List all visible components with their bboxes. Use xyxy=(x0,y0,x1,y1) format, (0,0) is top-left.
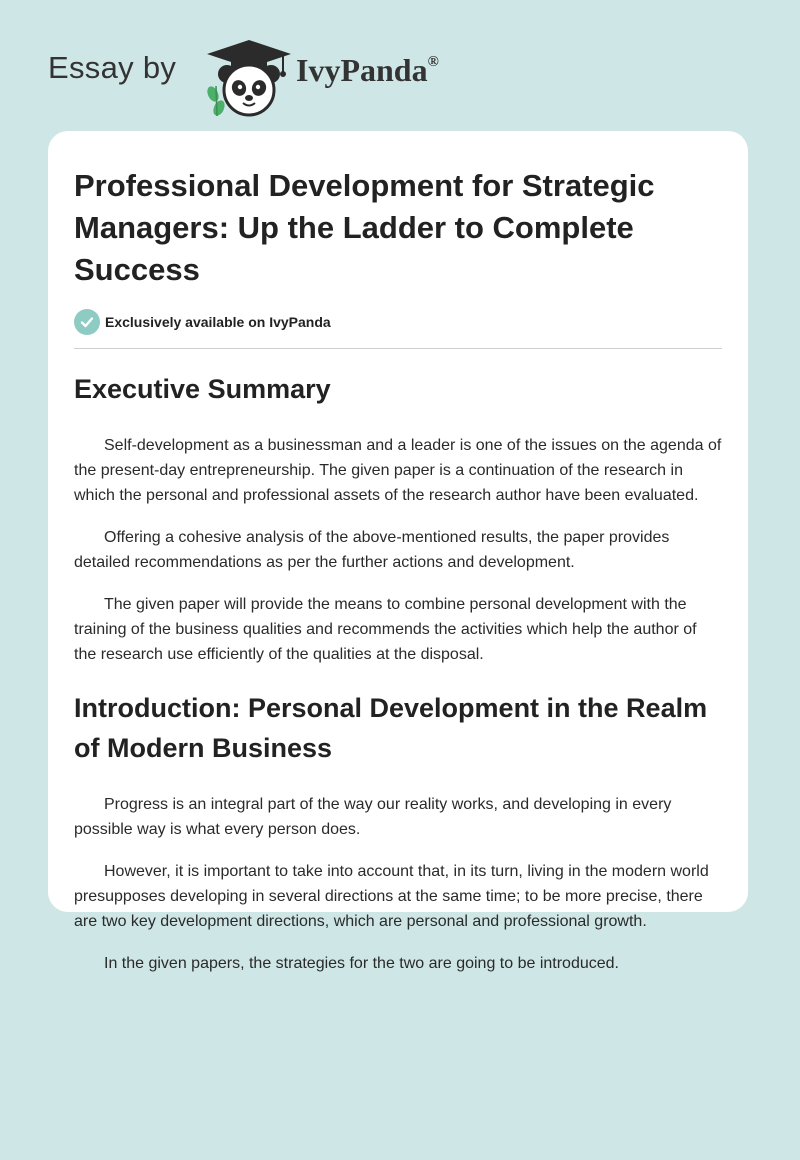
checkmark-icon xyxy=(74,309,100,335)
essay-title: Professional Development for Strategic Managers: Up the Ladder to Complete Success xyxy=(74,168,655,287)
site-header xyxy=(48,30,748,120)
section-heading: Executive Summary xyxy=(74,374,331,404)
paragraph: However, it is important to take into account that, in its turn, living in the modern world presupposes developing in several directions at the same time; to be more precise, there are two key development directions, which are personal and professional growth. xyxy=(74,863,709,930)
paragraph: Progress is an integral part of the way our reality works, and developing in every possible way is what every person does. xyxy=(74,796,672,838)
paragraph: Offering a cohesive analysis of the above-mentioned results, the paper provides detailed recommendations as per the further actions and development. xyxy=(74,529,670,571)
paragraph: The given paper will provide the means to combine personal development with the training of the business qualities and recommends the activities which help the author of the research use efficiently of the qualities at the disposal. xyxy=(74,596,697,663)
paragraph: In the given papers, the strategies for the two are going to be introduced. xyxy=(104,955,619,972)
essay-card xyxy=(48,131,748,972)
section-heading: Introduction: Personal Development in the Realm of Modern Business xyxy=(74,693,708,763)
exclusive-badge xyxy=(74,309,722,335)
title-divider xyxy=(74,348,722,349)
panda-logo-icon[interactable] xyxy=(203,36,295,118)
essay-by-label: Essay by xyxy=(48,50,177,85)
exclusive-text: Exclusively available on IvyPanda xyxy=(105,314,331,330)
brand-name[interactable]: IvyPanda® xyxy=(296,52,439,88)
paragraph: Self-development as a businessman and a leader is one of the issues on the agenda of the present-day entrepreneurship. The given paper is a continuation of the research in which the personal and professional assets of the research author have been evaluated. xyxy=(74,437,722,504)
